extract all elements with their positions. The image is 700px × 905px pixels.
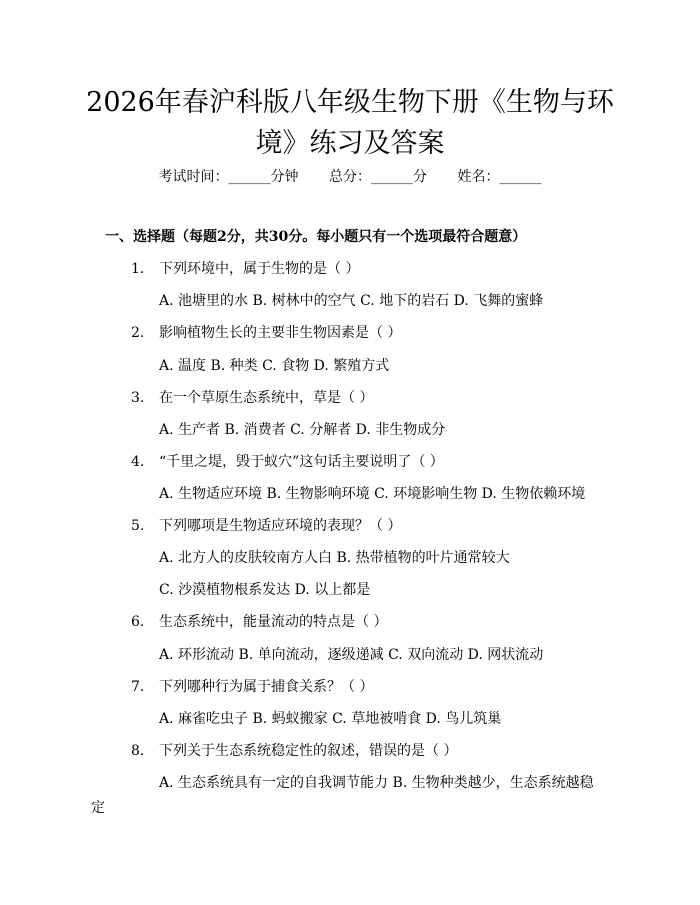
question-text: 下列哪项是生物适应环境的表现？（ ）	[159, 518, 402, 534]
question-number: 3.	[131, 390, 145, 406]
question-text: 下列环境中，属于生物的是（ ）	[159, 261, 360, 277]
total-score: 总分：______分	[329, 169, 427, 185]
question-number: 5.	[131, 518, 145, 534]
question-options: A. 北方人的皮肤较南方人白 B. 热带植物的叶片通常较大	[159, 550, 510, 566]
exam-time: 考试时间：______分钟	[158, 169, 299, 185]
question-number: 7.	[131, 679, 145, 695]
question-text: 下列关于生态系统稳定性的叙述，错误的是（ ）	[159, 743, 458, 759]
section-heading: 一、选择题（每题2分，共30分。每小题只有一个选项最符合题意）	[105, 229, 527, 245]
title-line-1: 2026年春沪科版八年级生物下册《生物与环	[86, 87, 614, 118]
question-number: 6.	[131, 614, 145, 630]
question-number: 4.	[131, 454, 145, 470]
question-options: A. 环形流动 B. 单向流动，逐级递减 C. 双向流动 D. 网状流动	[159, 647, 544, 663]
question-text: “千里之堤，毁于蚁穴”这句话主要说明了（ ）	[159, 454, 444, 470]
document-title	[80, 82, 620, 164]
question-options: A. 生态系统具有一定的自我调节能力 B. 生物种类越少，生态系统越稳	[159, 775, 594, 791]
question-options: C. 沙漠植物根系发达 D. 以上都是	[159, 582, 371, 598]
question-options: A. 池塘里的水 B. 树林中的空气 C. 地下的岩石 D. 飞舞的蜜蜂	[159, 293, 544, 309]
question	[131, 741, 457, 761]
question-text: 在一个草原生态系统中，草是（ ）	[159, 390, 374, 406]
question	[131, 677, 373, 697]
option-continuation: 定	[91, 800, 105, 816]
title-line-2: 境》练习及答案	[255, 128, 445, 159]
question-number: 1.	[131, 261, 145, 277]
question-text: 下列哪种行为属于捕食关系？（ ）	[159, 679, 374, 695]
question-number: 8.	[131, 743, 145, 759]
question-text: 生态系统中，能量流动的特点是（ ）	[159, 614, 388, 630]
question	[131, 323, 401, 343]
question	[131, 452, 444, 472]
question-options: A. 温度 B. 种类 C. 食物 D. 繁殖方式	[159, 358, 390, 374]
question-text: 影响植物生长的主要非生物因素是（ ）	[159, 325, 402, 341]
question	[131, 612, 387, 632]
question-number: 2.	[131, 325, 145, 341]
question	[131, 388, 373, 408]
student-name: 姓名：______	[457, 169, 542, 185]
question	[131, 516, 401, 536]
question-options: A. 生物适应环境 B. 生物影响环境 C. 环境影响生物 D. 生物依赖环境	[159, 486, 586, 502]
question-options: A. 麻雀吃虫子 B. 蚂蚁搬家 C. 草地被啃食 D. 鸟儿筑巢	[159, 711, 502, 727]
question	[131, 259, 359, 279]
exam-info	[0, 166, 700, 188]
question-options: A. 生产者 B. 消费者 C. 分解者 D. 非生物成分	[159, 422, 446, 438]
